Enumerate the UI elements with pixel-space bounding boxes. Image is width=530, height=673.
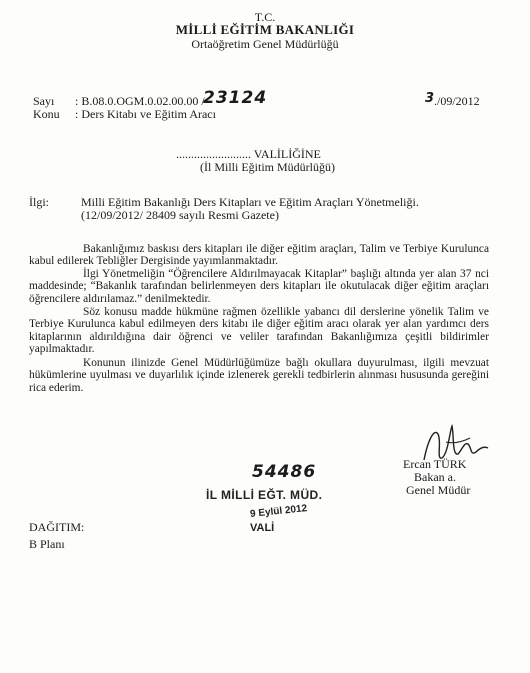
header-directorate: Ortaöğretim Genel Müdürlüğü: [191, 37, 339, 51]
stamp-date: 9 Eylül 2012: [249, 503, 308, 520]
stamp-office: İL MİLLİ EĞT. MÜD.: [206, 488, 323, 502]
stamp-handwritten-number: 54486: [252, 462, 317, 482]
konu-value: : Ders Kitabı ve Eğitim Aracı: [75, 107, 216, 121]
stamp-vali: VALİ: [250, 522, 275, 534]
sayi-handwritten-number: 23124: [203, 88, 268, 108]
body-paragraph-1: Bakanlığımız baskısı ders kitapları ile diğer eğitim araçları, Talim ve Terbiye Kurulunca kabul edilerek Tebliğler Dergisinde yayımlanmaktadır.: [29, 243, 489, 268]
ilgi-line-2: (12/09/2012/ 28409 sayılı Resmi Gazete): [81, 208, 279, 222]
signature-title-1: Bakan a.: [414, 470, 456, 484]
konu-label: Konu: [33, 107, 60, 121]
body-paragraph-3: Söz konusu madde hükmüne rağmen özellikle yabancı dil derslerine yönelik Talim ve Terbiye Kurulunca kabul edilmeyen ders kitabı ile diğer eğitim aracı olarak yer alan yardımcı ders kitaplarının aldırıldığına dair öğrenci ve veliler tarafından Bakanlığımıza çeşitli bildirimler yapılmaktadır.: [29, 306, 489, 355]
sayi-label: Sayı: [33, 94, 55, 108]
body-paragraph-2: İlgi Yönetmeliğin “Öğrencilere Aldırılmayacak Kitaplar” başlığı altında yer alan 37 nci maddesinde; “Bakanlık tarafından belirlenmeyen ders kitapları ile okutulacak diğer eğitim araçları öğrencilere aldırılamaz.” denilmektedir.: [29, 268, 489, 305]
ilgi-label: İlgi:: [29, 195, 49, 209]
ilgi-line-1: Milli Eğitim Bakanlığı Ders Kitapları ve Eğitim Araçları Yönetmeliği.: [81, 195, 419, 209]
signature-name: Ercan TÜRK: [403, 457, 467, 471]
header-ministry: MİLLİ EĞİTİM BAKANLIĞI: [175, 22, 355, 37]
addressee-subline: (İl Milli Eğitim Müdürlüğü): [200, 160, 335, 174]
date-handwritten-day: 3: [425, 91, 435, 106]
distribution-value: B Planı: [29, 537, 65, 551]
signature-title-2: Genel Müdür: [406, 483, 471, 497]
addressee-line: ......................... VALİLİĞİNE: [176, 147, 321, 161]
date-suffix: ./09/2012: [434, 94, 480, 108]
header-tc: T.C.: [254, 10, 276, 24]
distribution-label: DAĞITIM:: [29, 520, 85, 534]
sayi-value: : B.08.0.OGM.0.02.00.00 /: [75, 94, 205, 108]
body-paragraph-4: Konunun ilinizde Genel Müdürlüğümüze bağlı okullara duyurulması, ilgili mevzuat hükümlerine uyulması ve duyarlılık içinde izlenerek gerekli tedbirlerin alınması hususunda gereğini rica ederim.: [29, 357, 489, 394]
